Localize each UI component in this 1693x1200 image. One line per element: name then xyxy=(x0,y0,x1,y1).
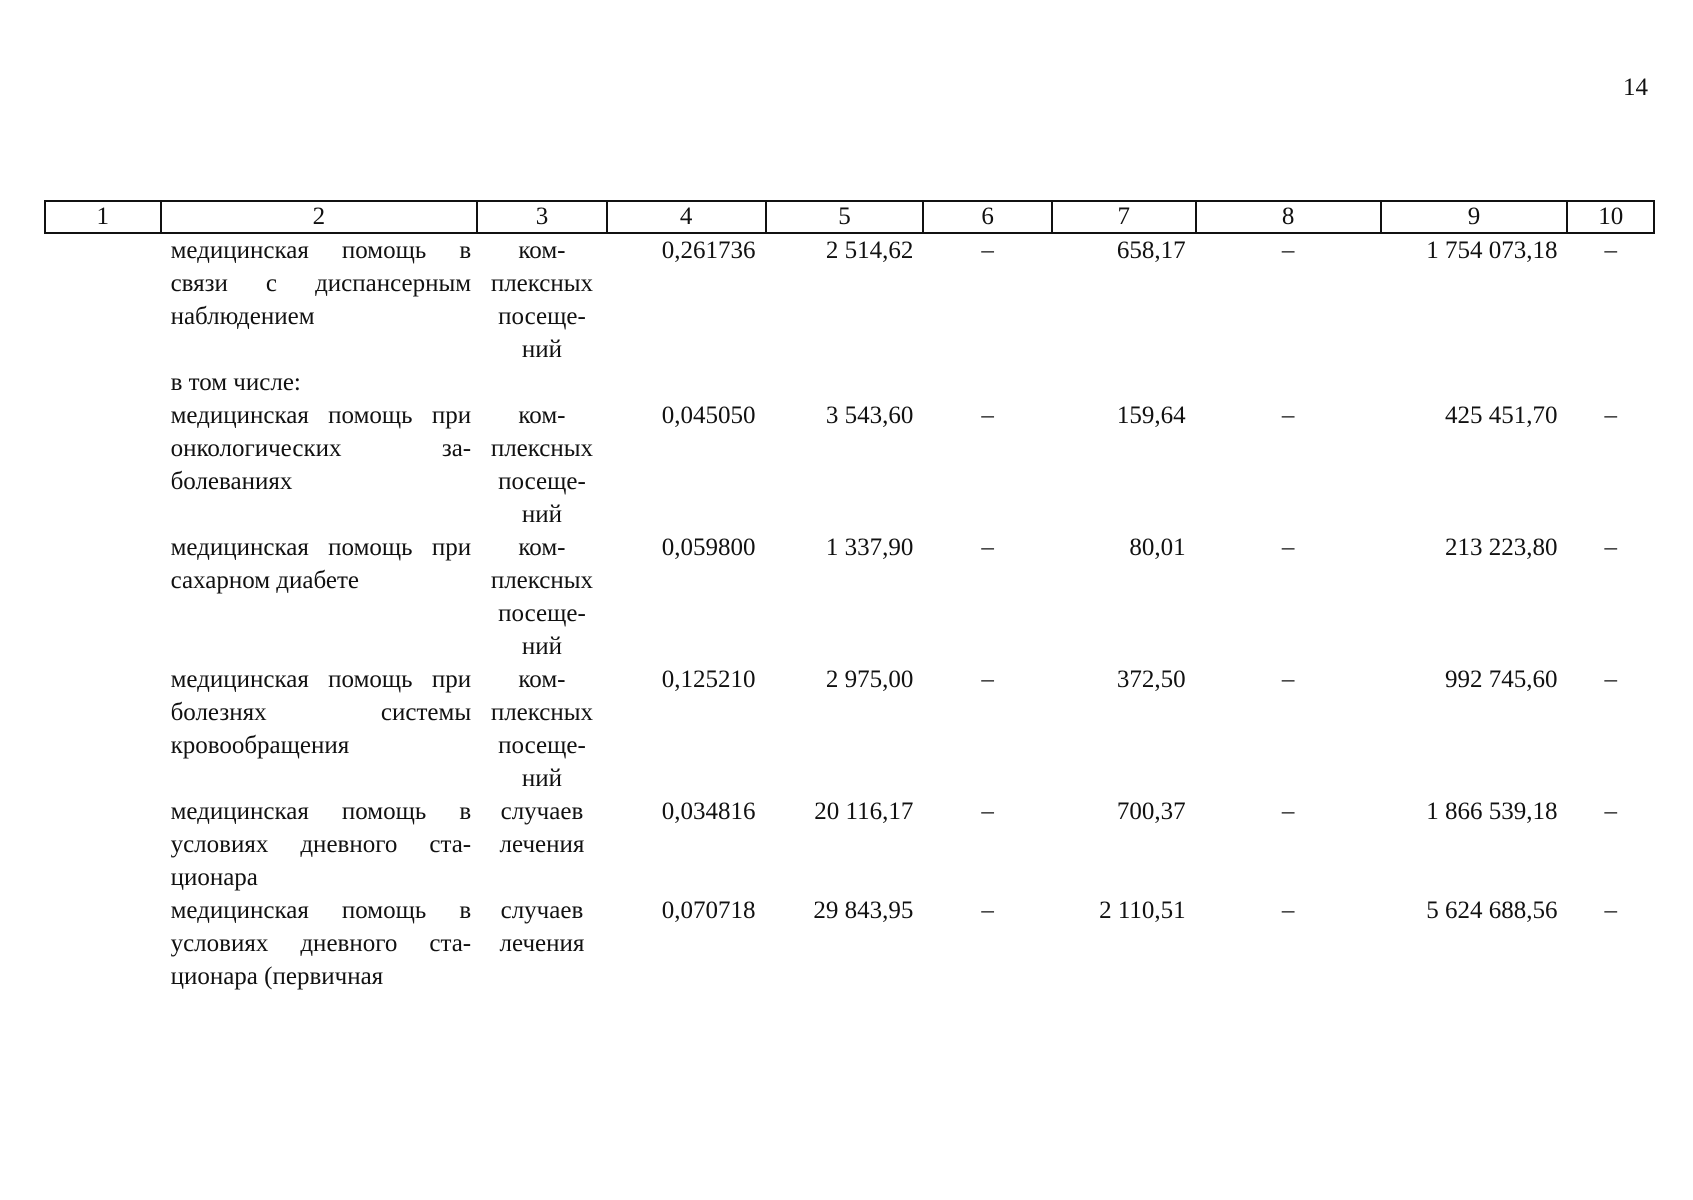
column-header: 8 xyxy=(1196,201,1381,233)
row-value-c6: – xyxy=(981,534,994,561)
row-value-c10: – xyxy=(1604,897,1617,924)
row-value-c6: – xyxy=(981,402,994,429)
row-value-c10: – xyxy=(1604,237,1617,264)
row-value-c5: 2 975,00 xyxy=(825,666,914,693)
column-header: 4 xyxy=(607,201,766,233)
row-unit: случаев лечения xyxy=(499,798,585,858)
row-unit: ком- плексных посеще- ний xyxy=(490,237,594,363)
table-body xyxy=(45,233,1654,993)
row-value-c8: – xyxy=(1281,666,1295,693)
row-value-c6: – xyxy=(981,666,994,693)
empty-cell xyxy=(45,233,161,366)
column-header: 6 xyxy=(923,201,1052,233)
row-value-c7: 658,17 xyxy=(1116,237,1186,264)
row-value-c5: 29 843,95 xyxy=(813,897,914,924)
row-name: медицинская помощь при сахарном диабете xyxy=(170,534,472,594)
column-header: 2 xyxy=(161,201,478,233)
empty-cell xyxy=(45,531,161,663)
row-value-c8: – xyxy=(1281,402,1295,429)
row-value-c8: – xyxy=(1281,798,1295,825)
row-value-c9: 1 754 073,18 xyxy=(1426,237,1558,264)
row-value-c4: 0,125210 xyxy=(661,666,756,693)
row-value-c9: 213 223,80 xyxy=(1444,534,1558,561)
row-value-c4: 0,070718 xyxy=(661,897,756,924)
row-value-c7: 2 110,51 xyxy=(1099,897,1186,924)
section-label: в том числе: xyxy=(170,369,301,396)
row-value-c7: 80,01 xyxy=(1129,534,1186,561)
row-value-c10: – xyxy=(1604,666,1617,693)
row-name: медицинская помощь в условиях дневного ста-ционара (первичная xyxy=(170,897,472,990)
column-header: 10 xyxy=(1567,201,1654,233)
table-row xyxy=(45,795,1654,894)
section-label-row xyxy=(45,366,1654,399)
empty-cell xyxy=(45,663,161,795)
row-value-c7: 372,50 xyxy=(1116,666,1186,693)
empty-cell xyxy=(45,399,161,531)
row-value-c5: 3 543,60 xyxy=(825,402,914,429)
row-name: медицинская помощь в условиях дневного ста-ционара xyxy=(170,798,472,891)
row-value-c7: 159,64 xyxy=(1116,402,1186,429)
row-value-c7: 700,37 xyxy=(1116,798,1186,825)
data-table xyxy=(44,200,1655,993)
row-name: медицинская помощь в связи с диспансерным наблюдением xyxy=(170,237,472,330)
row-value-c6: – xyxy=(981,897,994,924)
row-value-c10: – xyxy=(1604,534,1617,561)
row-unit: ком- плексных посеще- ний xyxy=(490,402,594,528)
row-value-c8: – xyxy=(1281,534,1295,561)
row-value-c8: – xyxy=(1281,897,1295,924)
row-value-c8: – xyxy=(1281,237,1295,264)
row-unit: ком- плексных посеще- ний xyxy=(490,534,594,660)
row-value-c10: – xyxy=(1604,402,1617,429)
header-row xyxy=(45,201,1654,233)
row-value-c4: 0,045050 xyxy=(661,402,756,429)
column-header: 9 xyxy=(1381,201,1568,233)
row-value-c9: 992 745,60 xyxy=(1444,666,1558,693)
row-value-c4: 0,261736 xyxy=(661,237,756,264)
row-value-c4: 0,059800 xyxy=(661,534,756,561)
row-value-c9: 425 451,70 xyxy=(1444,402,1558,429)
row-name: медицинская помощь при онкологических за-болеваниях xyxy=(170,402,472,495)
table-row xyxy=(45,894,1654,993)
row-value-c5: 2 514,62 xyxy=(825,237,914,264)
row-unit: ком- плексных посеще- ний xyxy=(490,666,594,792)
empty-cell xyxy=(45,894,161,993)
empty-cell xyxy=(45,366,161,399)
row-value-c4: 0,034816 xyxy=(661,798,756,825)
table-row xyxy=(45,399,1654,531)
row-value-c6: – xyxy=(981,237,994,264)
row-value-c9: 5 624 688,56 xyxy=(1426,897,1558,924)
table-row xyxy=(45,233,1654,366)
row-unit: случаев лечения xyxy=(499,897,585,957)
column-header: 5 xyxy=(766,201,924,233)
row-name: медицинская помощь при болезнях системы кровообращения xyxy=(170,666,472,759)
page-number: 14 xyxy=(1623,74,1648,101)
column-header: 7 xyxy=(1052,201,1196,233)
row-value-c5: 20 116,17 xyxy=(814,798,914,825)
row-value-c9: 1 866 539,18 xyxy=(1426,798,1558,825)
column-header: 1 xyxy=(45,201,161,233)
row-value-c5: 1 337,90 xyxy=(825,534,914,561)
row-value-c6: – xyxy=(981,798,994,825)
table-row xyxy=(45,531,1654,663)
empty-cell xyxy=(45,795,161,894)
row-value-c10: – xyxy=(1604,798,1617,825)
table-row xyxy=(45,663,1654,795)
column-header: 3 xyxy=(477,201,607,233)
